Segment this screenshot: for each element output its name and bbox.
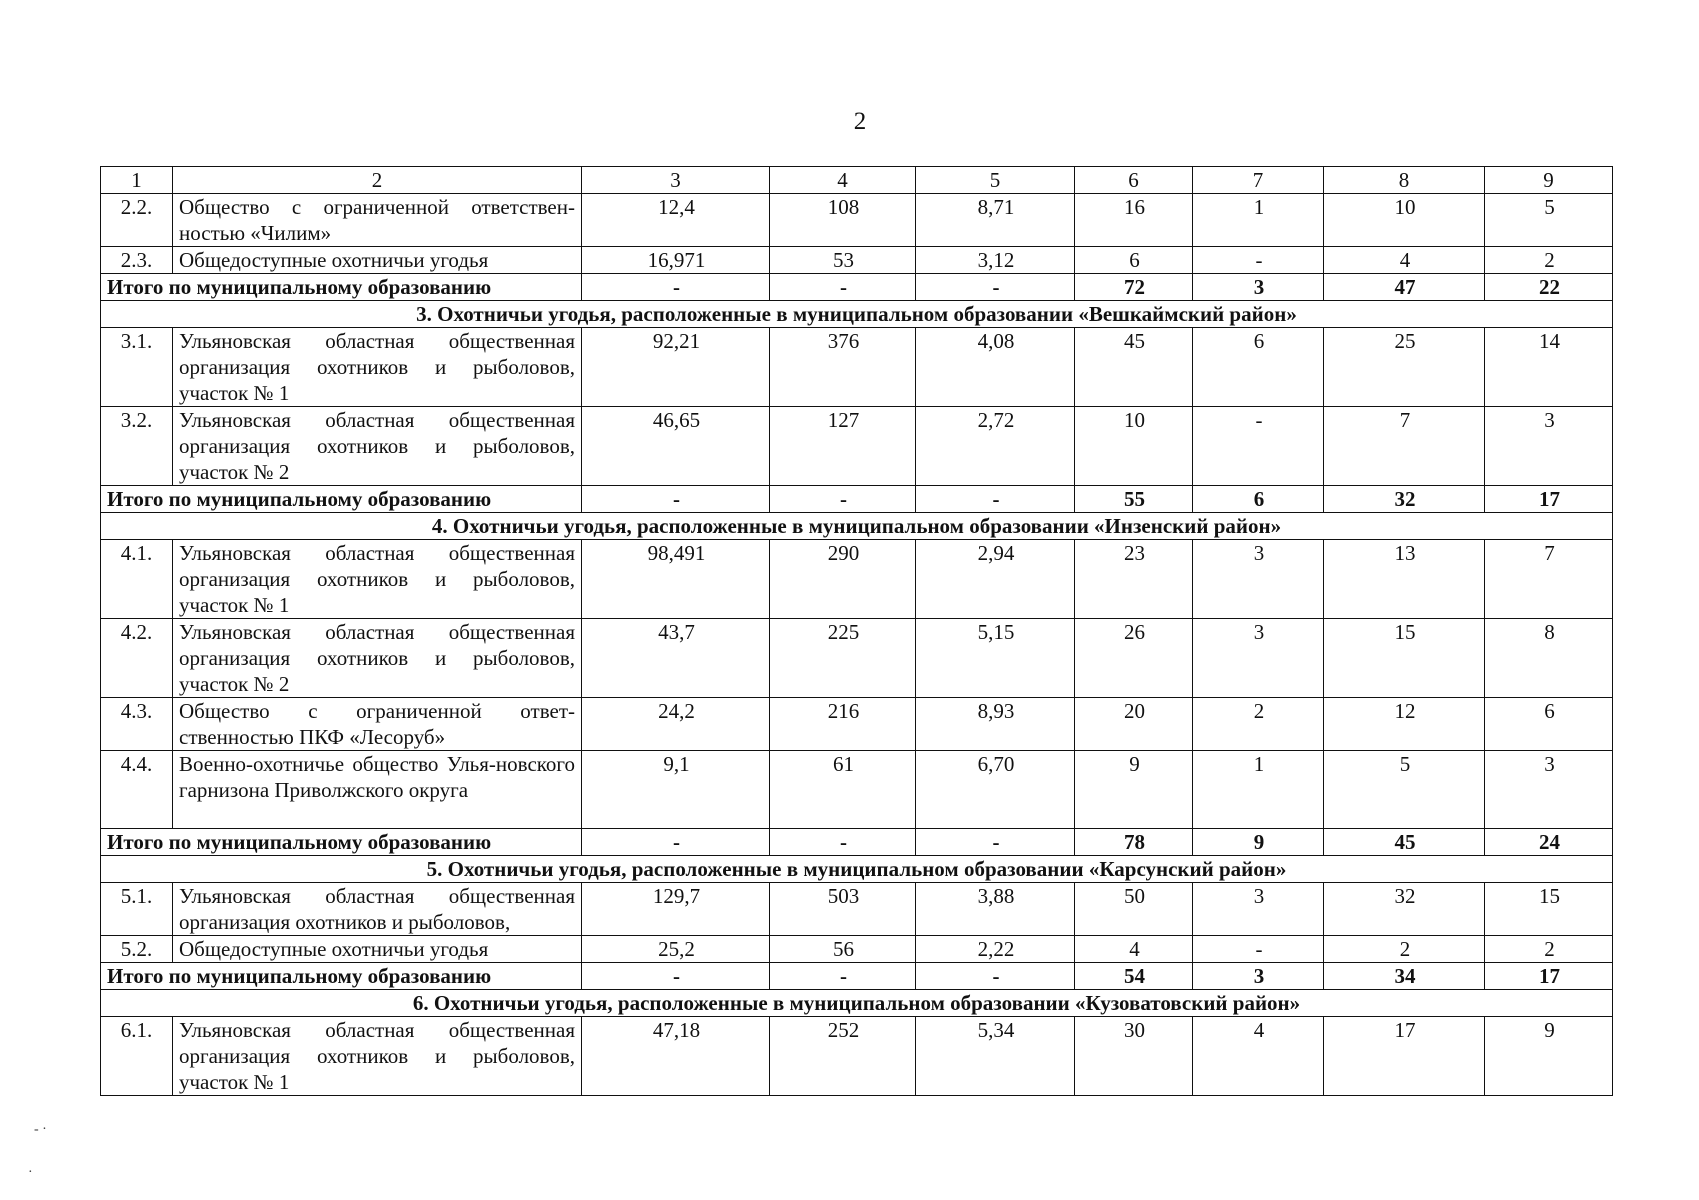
organization-name: Ульяновская областная общественная организация охотников и рыболовов, xyxy=(173,883,582,936)
cell-c7: 2 xyxy=(1193,698,1324,751)
scan-speck: - · xyxy=(34,1122,47,1137)
column-number: 5 xyxy=(916,167,1075,194)
row-number: 3.2. xyxy=(101,407,173,486)
column-number-header-row xyxy=(101,167,1613,194)
total-c3: - xyxy=(582,829,770,856)
cell-c8: 17 xyxy=(1324,1017,1485,1096)
total-c3: - xyxy=(582,963,770,990)
total-c4: - xyxy=(770,486,916,513)
total-c6: 78 xyxy=(1075,829,1193,856)
table-row xyxy=(101,247,1613,274)
organization-name: Ульяновская областная общественная организация охотников и рыболовов, участок № 1 xyxy=(173,328,582,407)
total-c9: 17 xyxy=(1485,963,1613,990)
cell-c7: 3 xyxy=(1193,883,1324,936)
table-row xyxy=(101,194,1613,247)
total-c8: 47 xyxy=(1324,274,1485,301)
organization-name: Общество с ограниченной ответствен-ностью «Чилим» xyxy=(173,194,582,247)
cell-c4: 56 xyxy=(770,936,916,963)
row-number: 6.1. xyxy=(101,1017,173,1096)
cell-c7: - xyxy=(1193,247,1324,274)
cell-c3: 12,4 xyxy=(582,194,770,247)
column-number: 3 xyxy=(582,167,770,194)
cell-c7: - xyxy=(1193,936,1324,963)
cell-c4: 127 xyxy=(770,407,916,486)
cell-c4: 108 xyxy=(770,194,916,247)
cell-c4: 61 xyxy=(770,751,916,829)
cell-c7: 3 xyxy=(1193,619,1324,698)
scan-speck: · xyxy=(28,1165,33,1180)
cell-c4: 216 xyxy=(770,698,916,751)
page-number: 2 xyxy=(853,108,867,135)
cell-c7: 3 xyxy=(1193,540,1324,619)
row-number: 2.2. xyxy=(101,194,173,247)
section-header-row xyxy=(101,990,1613,1017)
table-row xyxy=(101,619,1613,698)
total-c6: 72 xyxy=(1075,274,1193,301)
total-c4: - xyxy=(770,274,916,301)
cell-c5: 6,70 xyxy=(916,751,1075,829)
cell-c9: 3 xyxy=(1485,407,1613,486)
organization-name: Ульяновская областная общественная организация охотников и рыболовов, участок № 2 xyxy=(173,619,582,698)
cell-c7: 1 xyxy=(1193,751,1324,829)
cell-c5: 8,71 xyxy=(916,194,1075,247)
total-c6: 55 xyxy=(1075,486,1193,513)
table-row xyxy=(101,883,1613,936)
row-number: 4.2. xyxy=(101,619,173,698)
total-c7: 6 xyxy=(1193,486,1324,513)
cell-c8: 10 xyxy=(1324,194,1485,247)
cell-c6: 6 xyxy=(1075,247,1193,274)
total-c7: 3 xyxy=(1193,274,1324,301)
cell-c9: 6 xyxy=(1485,698,1613,751)
organization-name: Общество с ограниченной ответ-ственностью ПКФ «Лесоруб» xyxy=(173,698,582,751)
cell-c3: 47,18 xyxy=(582,1017,770,1096)
organization-name: Ульяновская областная общественная организация охотников и рыболовов, участок № 1 xyxy=(173,1017,582,1096)
section-title: 6. Охотничьи угодья, расположенные в муниципальном образовании «Кузоватовский район» xyxy=(101,990,1613,1017)
table-body xyxy=(101,167,1613,1096)
cell-c3: 9,1 xyxy=(582,751,770,829)
column-number: 4 xyxy=(770,167,916,194)
cell-c7: - xyxy=(1193,407,1324,486)
column-number: 2 xyxy=(173,167,582,194)
cell-c7: 4 xyxy=(1193,1017,1324,1096)
hunting-grounds-table xyxy=(100,166,1613,1096)
organization-name: Общедоступные охотничьи угодья xyxy=(173,247,582,274)
cell-c6: 45 xyxy=(1075,328,1193,407)
total-row xyxy=(101,829,1613,856)
organization-name: Ульяновская областная общественная организация охотников и рыболовов, участок № 1 xyxy=(173,540,582,619)
total-c5: - xyxy=(916,274,1075,301)
column-number: 8 xyxy=(1324,167,1485,194)
section-title: 5. Охотничьи угодья, расположенные в муниципальном образовании «Карсунский район» xyxy=(101,856,1613,883)
cell-c3: 25,2 xyxy=(582,936,770,963)
column-number: 1 xyxy=(101,167,173,194)
total-c8: 45 xyxy=(1324,829,1485,856)
total-label: Итого по муниципальному образованию xyxy=(101,829,582,856)
total-c8: 34 xyxy=(1324,963,1485,990)
total-row xyxy=(101,274,1613,301)
cell-c9: 5 xyxy=(1485,194,1613,247)
cell-c4: 225 xyxy=(770,619,916,698)
total-row xyxy=(101,963,1613,990)
cell-c5: 3,88 xyxy=(916,883,1075,936)
total-c3: - xyxy=(582,486,770,513)
cell-c5: 5,34 xyxy=(916,1017,1075,1096)
total-c4: - xyxy=(770,963,916,990)
row-number: 2.3. xyxy=(101,247,173,274)
section-title: 4. Охотничьи угодья, расположенные в муниципальном образовании «Инзенский район» xyxy=(101,513,1613,540)
section-header-row xyxy=(101,301,1613,328)
total-label: Итого по муниципальному образованию xyxy=(101,274,582,301)
total-c3: - xyxy=(582,274,770,301)
cell-c9: 2 xyxy=(1485,247,1613,274)
row-number: 4.4. xyxy=(101,751,173,829)
organization-name: Военно-охотничье общество Улья-новского гарнизона Приволжского округа xyxy=(173,751,582,829)
cell-c5: 2,22 xyxy=(916,936,1075,963)
cell-c6: 10 xyxy=(1075,407,1193,486)
row-number: 4.3. xyxy=(101,698,173,751)
total-label: Итого по муниципальному образованию xyxy=(101,486,582,513)
cell-c6: 30 xyxy=(1075,1017,1193,1096)
table-row xyxy=(101,1017,1613,1096)
cell-c7: 1 xyxy=(1193,194,1324,247)
cell-c7: 6 xyxy=(1193,328,1324,407)
column-number: 6 xyxy=(1075,167,1193,194)
cell-c3: 24,2 xyxy=(582,698,770,751)
total-c7: 3 xyxy=(1193,963,1324,990)
cell-c9: 2 xyxy=(1485,936,1613,963)
cell-c8: 15 xyxy=(1324,619,1485,698)
section-header-row xyxy=(101,513,1613,540)
table-row xyxy=(101,407,1613,486)
cell-c6: 26 xyxy=(1075,619,1193,698)
cell-c6: 50 xyxy=(1075,883,1193,936)
row-number: 4.1. xyxy=(101,540,173,619)
total-c5: - xyxy=(916,963,1075,990)
total-label: Итого по муниципальному образованию xyxy=(101,963,582,990)
row-number: 5.2. xyxy=(101,936,173,963)
section-title: 3. Охотничьи угодья, расположенные в муниципальном образовании «Вешкаймский район» xyxy=(101,301,1613,328)
table-row xyxy=(101,751,1613,829)
total-c6: 54 xyxy=(1075,963,1193,990)
total-c9: 22 xyxy=(1485,274,1613,301)
cell-c6: 9 xyxy=(1075,751,1193,829)
column-number: 7 xyxy=(1193,167,1324,194)
cell-c6: 16 xyxy=(1075,194,1193,247)
cell-c8: 4 xyxy=(1324,247,1485,274)
cell-c9: 9 xyxy=(1485,1017,1613,1096)
cell-c8: 25 xyxy=(1324,328,1485,407)
section-header-row xyxy=(101,856,1613,883)
cell-c5: 2,72 xyxy=(916,407,1075,486)
total-c9: 24 xyxy=(1485,829,1613,856)
cell-c5: 8,93 xyxy=(916,698,1075,751)
column-number: 9 xyxy=(1485,167,1613,194)
row-number: 3.1. xyxy=(101,328,173,407)
total-c7: 9 xyxy=(1193,829,1324,856)
total-c4: - xyxy=(770,829,916,856)
cell-c9: 15 xyxy=(1485,883,1613,936)
cell-c8: 5 xyxy=(1324,751,1485,829)
cell-c9: 14 xyxy=(1485,328,1613,407)
cell-c9: 3 xyxy=(1485,751,1613,829)
cell-c6: 4 xyxy=(1075,936,1193,963)
table-row xyxy=(101,540,1613,619)
cell-c4: 252 xyxy=(770,1017,916,1096)
cell-c9: 7 xyxy=(1485,540,1613,619)
cell-c8: 32 xyxy=(1324,883,1485,936)
cell-c4: 503 xyxy=(770,883,916,936)
cell-c8: 7 xyxy=(1324,407,1485,486)
cell-c8: 13 xyxy=(1324,540,1485,619)
table-row xyxy=(101,698,1613,751)
total-c5: - xyxy=(916,486,1075,513)
cell-c5: 4,08 xyxy=(916,328,1075,407)
cell-c4: 53 xyxy=(770,247,916,274)
cell-c5: 2,94 xyxy=(916,540,1075,619)
organization-name: Общедоступные охотничьи угодья xyxy=(173,936,582,963)
cell-c5: 3,12 xyxy=(916,247,1075,274)
total-c8: 32 xyxy=(1324,486,1485,513)
cell-c6: 23 xyxy=(1075,540,1193,619)
cell-c3: 16,971 xyxy=(582,247,770,274)
cell-c4: 376 xyxy=(770,328,916,407)
total-c9: 17 xyxy=(1485,486,1613,513)
cell-c3: 43,7 xyxy=(582,619,770,698)
total-row xyxy=(101,486,1613,513)
cell-c6: 20 xyxy=(1075,698,1193,751)
cell-c3: 129,7 xyxy=(582,883,770,936)
cell-c8: 12 xyxy=(1324,698,1485,751)
cell-c4: 290 xyxy=(770,540,916,619)
cell-c9: 8 xyxy=(1485,619,1613,698)
total-c5: - xyxy=(916,829,1075,856)
cell-c3: 46,65 xyxy=(582,407,770,486)
table-row xyxy=(101,328,1613,407)
cell-c3: 92,21 xyxy=(582,328,770,407)
table-row xyxy=(101,936,1613,963)
row-number: 5.1. xyxy=(101,883,173,936)
organization-name: Ульяновская областная общественная организация охотников и рыболовов, участок № 2 xyxy=(173,407,582,486)
cell-c5: 5,15 xyxy=(916,619,1075,698)
cell-c3: 98,491 xyxy=(582,540,770,619)
cell-c8: 2 xyxy=(1324,936,1485,963)
